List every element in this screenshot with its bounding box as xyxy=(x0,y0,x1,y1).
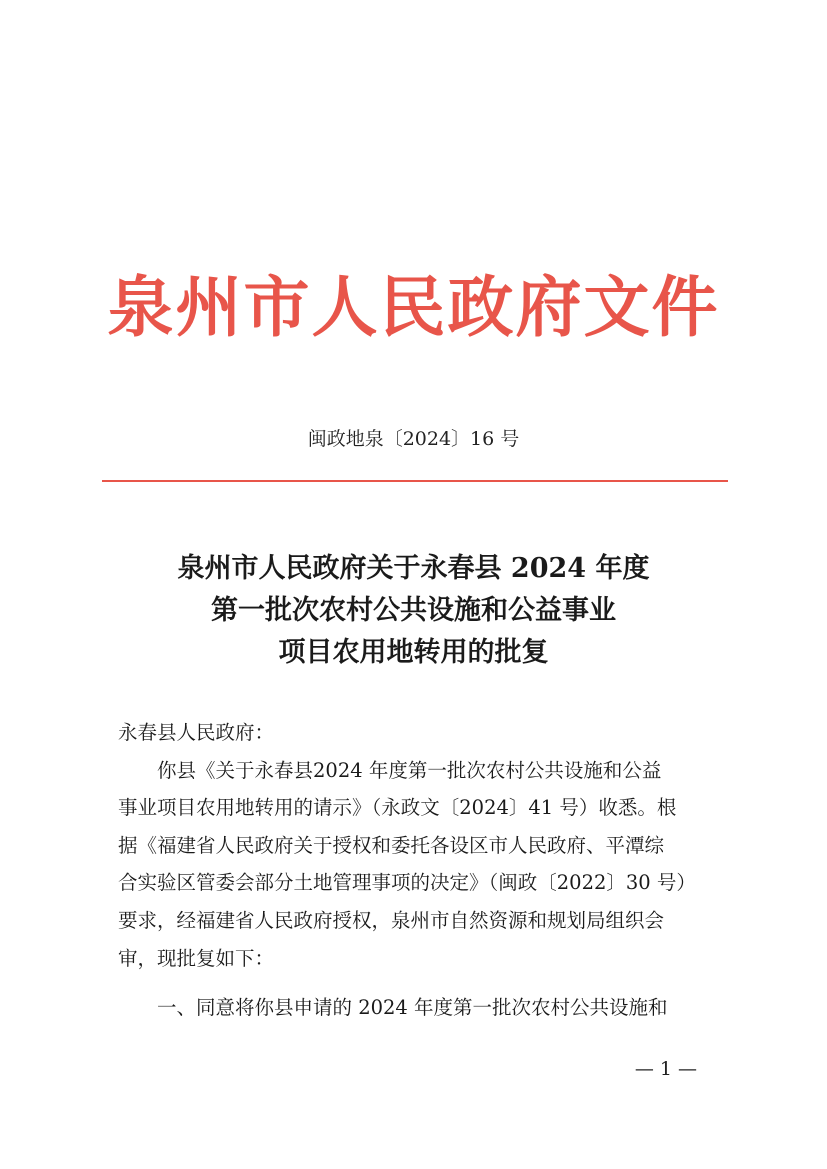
document-title-line: 项目农用地转用的批复 xyxy=(278,637,549,668)
red-separator-line xyxy=(102,480,728,482)
document-body xyxy=(118,714,748,1027)
body-line: 事业项目农用地转用的请示》（永政文〔2024〕41 号）收悉。根 xyxy=(118,796,677,820)
document-number: 闽政地泉〔2024〕16 号 xyxy=(307,428,520,450)
body-line: 要求，经福建省人民政府授权，泉州市自然资源和规划局组织会 xyxy=(118,908,665,932)
salutation: 永春县人民政府： xyxy=(118,721,275,744)
issuing-authority-header: 泉州市人民政府文件 xyxy=(107,268,720,346)
page-number: — 1 — xyxy=(634,1058,697,1080)
body-line: 据《福建省人民政府关于授权和委托各设区市人民政府、平潭综 xyxy=(118,833,665,857)
document-title-line: 第一批次农村公共设施和公益事业 xyxy=(211,595,616,626)
body-line: 合实验区管委会部分土地管理事项的决定》（闽政〔2022〕30 号） xyxy=(118,871,696,895)
document-title-line: 泉州市人民政府关于永春县 2024 年度 xyxy=(177,553,650,584)
body-line: 审，现批复如下： xyxy=(118,946,275,970)
document-title xyxy=(0,548,827,674)
item-one-line: 一、同意将你县申请的 2024 年度第一批次农村公共设施和 xyxy=(118,996,668,1020)
body-line: 你县《关于永春县2024 年度第一批次农村公共设施和公益 xyxy=(118,758,662,782)
